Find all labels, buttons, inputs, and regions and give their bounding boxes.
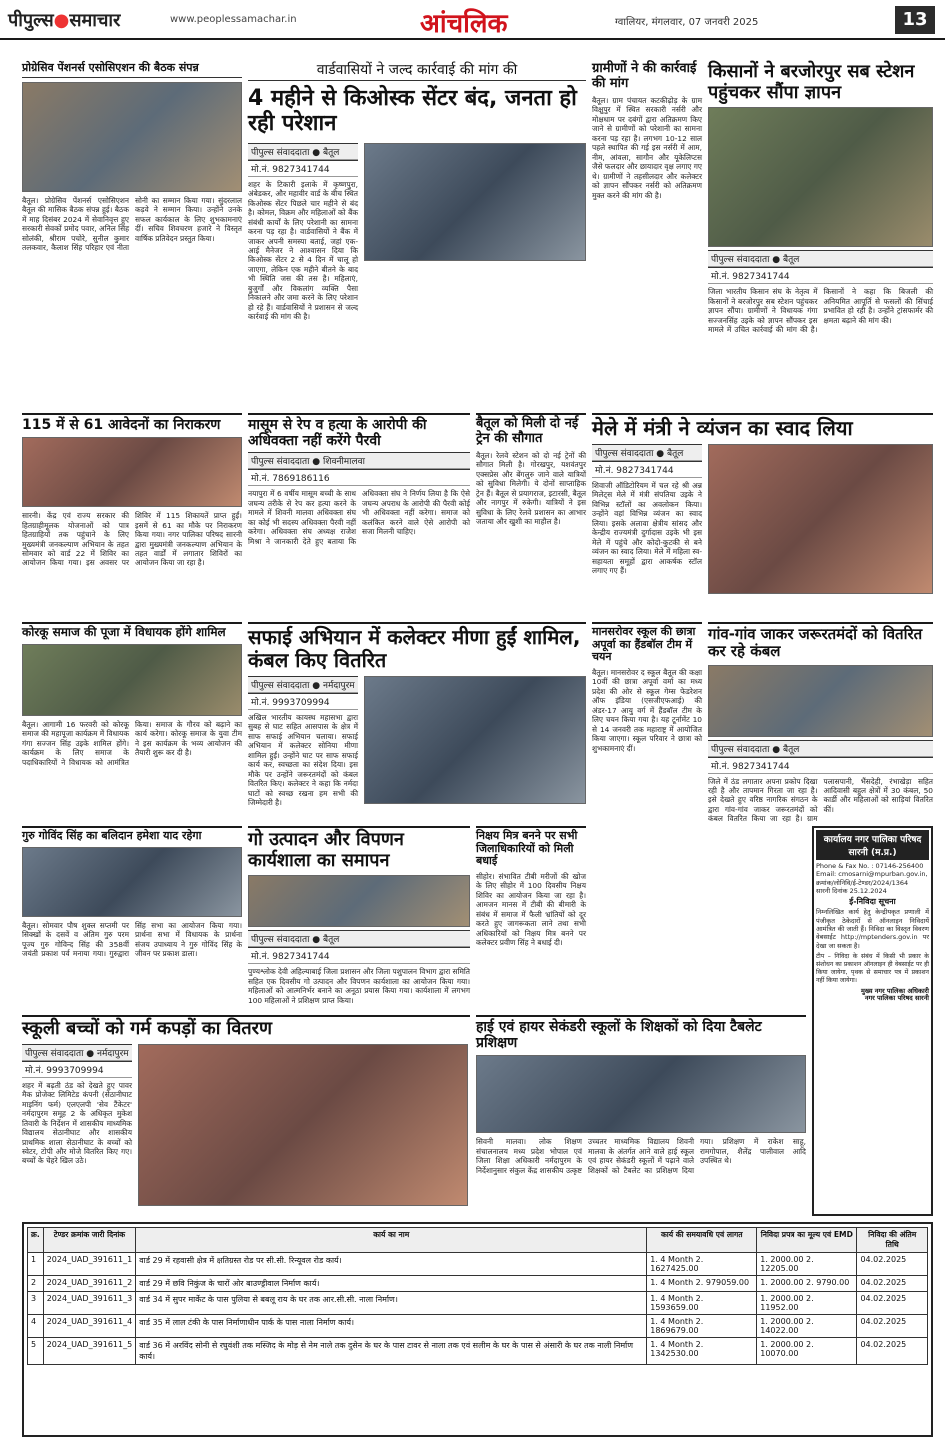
tender-table-grid [27, 1227, 928, 1365]
photo [708, 444, 933, 594]
article-body: बैतूल। सोमवार पौष शुक्ल सप्तमी पर सिक्खों के दसवें व अंतिम गुरु परम पूज्य गुरु गोविन्द सिंह की 358वीं जयंती प्रकाश पर्व मनाया गया। गुरुद्वारा सिंह सभा का आयोजन किया गया। प्रार्थना सभा में विधायक के प्रार्थना संजय उपाध्याय ने गुरु गोविंद सिंह के जीवन पर प्रकाश डाला। [22, 920, 242, 959]
article-body: शहर के टिकारी इलाके में कृष्णपुरा, अंबेडकर, और महावीर वार्ड के बीच स्थित किओस्क सेंटर पिछले चार महीने से बंद है। कोमल, विक्रम और महिलाओं को बैंक संबंधी कार्यों के लिए परेशानी का सामना करना पड़ रहा है। वार्डवासियों ने बैंक में जाकर अपनी समस्या बताई, जहां एक-आई मैनेजर ने आश्वासन दिया कि किओस्क सेंटर 2 से 4 दिन में चालू हो जाएगा, लेकिन एक महीने बीतने के बाद भी स्थिति जस की तस है। महिलाएं, बुजुर्गों और विकलांग व्यक्ति पैसा निकालने और जमा करने के लिए परेशान हो रहे हैं। वार्डवासियों ने प्रशासन से जल्द कार्रवाई की मांग की है। [248, 179, 358, 322]
byline: पीपुल्स संवाददाता ● नर्मदापुरम [22, 1044, 132, 1061]
byline: पीपुल्स संवाददाता ● बैतूल [708, 250, 933, 267]
kicker: वार्डवासियों ने जल्द कार्रवाई की मांग की [248, 62, 586, 81]
tender-cell-date: 04.02.2025 [857, 1338, 928, 1365]
photo [22, 437, 242, 507]
notice-footnote: टीप – निविदा के संबंध में किसी भी प्रकार के संशोधन का प्रकाशन ऑनलाइन ही वेबसाईट पर ही किया जायेगा, पृथक से समाचार पत्र में प्रकाशन नहीं किया जायेगा। [816, 953, 929, 984]
masthead [0, 0, 945, 40]
tender-column-header: टेण्डर क्रमांक जारी दिनांक [43, 1228, 135, 1253]
tender-row [28, 1315, 928, 1338]
headline: सफाई अभियान में कलेक्टर मीणा हुईं शामिल, कंबल किए वितरित [248, 622, 586, 672]
byline: पीपुल्स संवाददाता ● बैतूल [248, 930, 470, 947]
headline: मेले में मंत्री ने व्यंजन का स्वाद लिया [592, 413, 933, 440]
article-body: शिवाजी ऑडिटोरियम में चल रहे श्री अन्न मिलेट्स मेले में मंत्री संपतिया उइके ने विभिन्न स्टॉलों का अवलोकन किया। उन्होंने वहां विभिन्न व्यंजन का स्वाद लिया। इसके अलावा क्षेत्रीय सांसद और केन्द्रीय राज्यमंत्री दुर्गादास उइके भी इस मेले में पहुंचे और कोदो-कुटकी से बने व्यंजन का स्वाद लिया। मेले में महिला स्व-सहायता समूहों द्वारा आकर्षक स्टॉल लगाए गए हैं। [592, 481, 702, 576]
tender-table-wide [22, 1222, 933, 1437]
mobile: मो.नं. 9827341744 [248, 947, 470, 964]
tender-cell-id: 2024_UAD_391611_1 [43, 1253, 135, 1276]
signature-title: मुख्य नगर पालिका अधिकारी [861, 986, 929, 995]
photo [22, 644, 242, 716]
photo [708, 665, 933, 737]
article-body: बैतूल। प्रोग्रेसिव पेंशनर्स एसोसिएशन बैतूल की मासिक बैठक संपन्न हुई। बैठक में माह दिसंबर 2024 में सेवानिवृत्त हुए सरकारी सेवकों प्रमोद पवार, अनिल सिंह सोलंकी, श्रीराम पचोरे, सुनील कुमार तलकवार, कैलाश सिंह परिहार एवं नीता सोनी का सम्मान किया गया। सुंदरलाल कड़वे ने सम्मान किया। उन्होंने उनके सफल कार्यकाल के लिए शुभकामनाएं दीं। सचिव शिवचरण हजारे ने विस्तृत वार्षिक प्रतिवेदन प्रस्तुत किया। [22, 195, 242, 252]
headline: गांव-गांव जाकर जरूरतमंदों को वितरित कर रहे कंबल [708, 622, 933, 661]
photo [22, 82, 242, 192]
signature-office: नगर पालिका परिषद सारनी [864, 994, 929, 1003]
article-body: शहर में बढ़ती ठंड को देखते हुए पावर मैक प्रोजेक्ट लिमिटेड कंपनी (सेठानीघाट माइनिंग फर्म) एलएलपी 'सेव टैंकेटर' नर्मदापुरम समूह 2 के अधिकृत मुकेश तिवारी के निर्देशन में शासकीय माध्यमिक विद्यालय सेठानीघाट और शासकीय प्राथमिक शाला सेठानीघाट के बच्चों को स्वेटर, टोपी और मोजे वितरित किए गए। बच्चों के चेहरे खिल उठे। [22, 1080, 132, 1166]
article-barjorpur [708, 62, 933, 407]
article-mansarovar [592, 622, 702, 817]
article-body: बैतूल। ग्राम पंचायत कटकीढ़ोड़ के ग्राम विक्षुपुर में स्थित सरकारी नर्सरी और मोक्षधाम पर दबंगों द्वारा अतिक्रमण किए जाने से ग्रामीणों को परेशानी का सामना करना पड़ रहा है। लगभग 10-12 साल पहले स्थापित की गई इस नर्सरी में आम, नीम, आंवला, सागौन और यूकेलिप्टस जैसे फलदार और छायादार वृक्ष लगाए गए थे। ग्रामीणों ने तहसीलदार और कलेक्टर को ज्ञापन सौंपकर नर्सरी को अतिक्रमण मुक्त करने की मांग की है। [592, 95, 702, 200]
tender-cell-work: वार्ड 36 में अरविंद सोनी से रघुवंशी तक मस्जिद के मोड़ से नेम नाले तक दुसेन के घर के पास टावर से नाला तक एवं सलीम के घर के पास से अंसारी के घर तक नाली निर्माण कार्य। [136, 1338, 647, 1365]
article-body: पुण्यश्लोक देवी अहिल्याबाई जिला प्रशासन और जिला पशुपालन विभाग द्वारा समिति सहित एक दिवसीय गो उत्पादन और विपणन कार्यशाला का आयोजन किया गया। महिलाओं को आत्मनिर्भर बनाने का अनूठा प्रयास किया गया। कार्यशाला में लगभग 100 महिलाओं ने प्रशिक्षण प्राप्त किया। [248, 967, 470, 1005]
tender-cell-emd: 1. 2000.00 2. 10070.00 [757, 1338, 857, 1365]
page-number: 13 [895, 6, 935, 34]
tender-cell-id: 2024_UAD_391611_4 [43, 1315, 135, 1338]
section-title: आंचलिक [420, 9, 508, 39]
headline: गो उत्पादन और विपणन कार्यशाला का समापन [248, 826, 470, 871]
tender-body [28, 1253, 928, 1365]
tender-cell-date: 04.02.2025 [857, 1292, 928, 1315]
tender-cell-cost: 1. 4 Month 2. 1593659.00 [647, 1292, 757, 1315]
mobile: मो.नं. 7869186116 [248, 469, 470, 486]
headline: ग्रामीणों ने की कार्रवाई की मांग [592, 61, 697, 91]
tender-cell-cost: 1. 4 Month 2. 1342530.00 [647, 1338, 757, 1365]
headline: मासूम से रेप व हत्या के आरोपी की अधिवक्ता नहीं करेंगे पैरवी [248, 413, 470, 449]
tender-cell-cost: 1. 4 Month 2. 979059.00 [647, 1276, 757, 1292]
photo [364, 143, 586, 261]
photo [708, 107, 933, 247]
article-body: बैतूल। रेलवे स्टेशन को दो नई ट्रेनों की सौगात मिली है। गोरखपुर, यशवंतपुर एक्सप्रेस और बेंगलुरु जाने वाले यात्रियों को सुविधा मिलेगी। ये दोनों साप्ताहिक ट्रेन हैं। बैतूल से प्रयागराज, इटारसी, बैतूल और नागपुर में रुकेगी। यात्रियों ने इस सुविधा के लिए रेलवे प्रशासन का आभार जताया और खुशी का माहौल है। [476, 450, 586, 527]
article-kambal [708, 622, 933, 824]
headline: गुरु गोविंद सिंह का बलिदान हमेशा याद रहेगा [22, 826, 242, 843]
byline: पीपुल्स संवाददाता ● बैतूल [592, 444, 702, 461]
article-guru [22, 826, 242, 1006]
article-body: जिले में ठंड लगातार अपना प्रकोप दिखा रही है और तापमान गिरता जा रहा है। इसे देखते हुए वरिष्ठ नागरिक संगठन के द्वारा गांव-गांव जाकर जरूरतमंदों को कंबल वितरित किया जा रहा है। ग्राम पलासपानी, भैंसदेही, रंभाखेड़ा सहित आदिवासी बहुल क्षेत्रों में 30 कंबल, 50 कार्डी और महिलाओं को साड़ियां वितरित कीं। [708, 776, 933, 824]
article-body: अखिल भारतीय कायस्थ महासभा द्वारा सुबह से घाट सहित आसपास के क्षेत्र में साफ सफाई अभियान चलाया। सफाई अभियान में कलेक्टर सोनिया मीणा शामिल हुईं। उन्होंने घाट पर साफ सफाई कार्य कर, स्वच्छता का संदेश दिया। इस मौके पर उन्होंने जरूरतमंदों को कंबल वितरित किए। कलेक्टर ने कहा कि नर्मदा घाटों को स्वच्छ रखना हम सभी की जिम्मेदारी है। [248, 713, 358, 808]
photo [476, 1055, 806, 1133]
tender-cell-work: वार्ड 29 में छवि निकुंज के चारों ओर बाउण्ड्रीवाल निर्माण कार्य। [136, 1276, 647, 1292]
article-kiosk [248, 62, 586, 407]
notice-subtitle: ई-निविदा सूचना [849, 897, 896, 907]
article-gramino [592, 62, 702, 407]
tender-cell-sn: 2 [28, 1276, 44, 1292]
byline: पीपुल्स संवाददाता ● बैतूल [248, 143, 358, 160]
article-vyanjan [592, 413, 933, 613]
article-pensioners [22, 62, 242, 407]
headline: प्रोग्रेसिव पेंशनर्स एसोसिएशन की बैठक संपन्न [22, 62, 242, 78]
article-korku [22, 622, 242, 817]
tender-row [28, 1338, 928, 1365]
byline: पीपुल्स संवाददाता ● नर्मदापुरम [248, 676, 358, 693]
mobile: मो.नं. 9827341744 [708, 267, 933, 284]
tender-column-header: निविदा की अंतिम तिथि [857, 1228, 928, 1253]
tender-cell-sn: 4 [28, 1315, 44, 1338]
article-school-kapde [22, 1015, 470, 1215]
tender-cell-date: 04.02.2025 [857, 1276, 928, 1292]
article-safai [248, 622, 586, 817]
notice-title: कार्यालय नगर पालिका परिषद सारनी (म.प्र.) [816, 830, 929, 860]
tender-cell-work: वार्ड 35 में लाल टंकी के पास निर्माणाधीन पार्क के पास नाला निर्माण कार्य। [136, 1315, 647, 1338]
article-train [476, 413, 586, 613]
notice-contact: Phone & Fax No. : 07146-256400 Email: cmosarni@mpurban.gov.in, [816, 862, 928, 879]
tender-notice [812, 826, 933, 1216]
mobile: मो.नं. 9827341744 [592, 461, 702, 478]
dateline: ग्वालियर, मंगलवार, 07 जनवरी 2025 [615, 17, 759, 28]
tender-cell-sn: 5 [28, 1338, 44, 1365]
article-masoom [248, 413, 470, 613]
headline: 115 में से 61 आवेदनों का निराकरण [22, 413, 242, 433]
article-go-utpadan [248, 826, 470, 1006]
mobile: मो.नं. 9827341744 [708, 757, 933, 774]
photo [248, 875, 470, 927]
photo [138, 1044, 468, 1206]
newspaper-logo: पीपुल्स●समाचार [8, 10, 121, 31]
mobile: मो.नं. 9827341744 [248, 160, 358, 177]
byline: पीपुल्स संवाददाता ● बैतूल [708, 740, 933, 757]
headline: बैतूल को मिली दो नई ट्रेन की सौगात [476, 413, 586, 447]
headline: स्कूली बच्चों को गर्म कपड़ों का वितरण [22, 1015, 470, 1040]
article-body: बैतूल। आगामी 16 फरवरी को कोरकू समाज की महापूजा कार्यक्रम में विधायक गंगा सज्जन सिंह उइके शामिल होंगे। कार्यक्रम के लिए समाज के पदाधिकारियों ने विधायक को आमंत्रित किया। समाज के गौरव को बढ़ाने का कार्य करेगा। कोरकू समाज के युवा टीम ने इस कार्यक्रम के भव्य आयोजन की तैयारी शुरू कर दी है। [22, 719, 242, 767]
tender-row [28, 1253, 928, 1276]
tender-column-header: कार्य का नाम [136, 1228, 647, 1253]
tender-row [28, 1292, 928, 1315]
tender-cell-id: 2024_UAD_391611_2 [43, 1276, 135, 1292]
tender-cell-work: वार्ड 29 में रहवासी क्षेत्र में क्षतिग्रस्त रोड पर सी.सी. रिन्यूवल रोड कार्य। [136, 1253, 647, 1276]
tender-cell-sn: 1 [28, 1253, 44, 1276]
notice-intro: निम्नलिखित कार्य हेतु केन्द्रीयकृत प्रणाली में पंजीकृत ठेकेदारों से ऑनलाइन निविदायें आमंत्रित की जाती हैं। निविदा का विस्तृत विवरण वेबसाईट http://mptenders.gov.in पर देखा जा सकता है। [816, 908, 929, 950]
tender-column-header: कार्य की समयावधि एवं लागत [647, 1228, 757, 1253]
headline: किसानों ने बरजोरपुर सब स्टेशन पहुंचकर सौंपा ज्ञापन [708, 61, 915, 103]
headline: निक्षय मित्र बनने पर सभी जिलाधिकारियों को मिली बधाई [476, 826, 586, 868]
tender-cell-work: वार्ड 34 में सुपर मार्केट के पास पुलिया से बबलू राय के घर तक आर.सी.सी. नाला निर्माण। [136, 1292, 647, 1315]
tender-cell-emd: 1. 2000.00 2. 12205.00 [757, 1253, 857, 1276]
mobile: मो.नं. 9993709994 [248, 693, 358, 710]
headline: कोरकू समाज की पूजा में विधायक होंगे शामिल [22, 622, 242, 640]
tender-cell-date: 04.02.2025 [857, 1315, 928, 1338]
article-body: जिला भारतीय किसान संघ के नेतृत्व में किसानों ने बरजोरपुर सब स्टेशन पहुंचकर ज्ञापन सौंपा। ग्रामीणों ने विधायक गंगा सज्जनसिंह उइके को ज्ञापन सौंपकर इस मामले में उचित कार्रवाई की मांग की है। किसानों ने कहा कि बिजली की अनियमित आपूर्ति से फसलों की सिंचाई प्रभावित हो रही है। उन्होंने ट्रांसफार्मर की क्षमता बढ़ाने की मांग की। [708, 287, 933, 335]
tender-cell-emd: 1. 2000.00 2. 11952.00 [757, 1292, 857, 1315]
tender-cell-date: 04.02.2025 [857, 1253, 928, 1276]
article-nikshay [476, 826, 586, 1006]
photo [364, 676, 586, 804]
tender-cell-cost: 1. 4 Month 2. 1869679.00 [647, 1315, 757, 1338]
tender-cell-id: 2024_UAD_391611_5 [43, 1338, 135, 1365]
tender-header-row [28, 1228, 928, 1253]
headline: 4 महीने से किओस्क सेंटर बंद, जनता हो रही परेशान [248, 86, 577, 137]
website-link[interactable]: www.peoplessamachar.in [170, 14, 297, 25]
article-body: सीहोर। संभावित टीबी मरीजों की खोज के लिए सीहोर में 100 दिवसीय निक्षय शिविर का आयोजन किया जा रहा है। आमजन मानस में टीबी की बीमारी के संबंध में समाज में फैली भ्रांतियों को दूर करते हुए जागरूकता लाने तथा सभी अधिकारियों को निक्षय मित्र बनने पर कलेक्टर प्रवीण सिंह ने बधाई दी। [476, 871, 586, 948]
tender-cell-emd: 1. 2000.00 2. 14022.00 [757, 1315, 857, 1338]
article-body: सारनी। केंद्र एवं राज्य सरकार की हितग्राहीमूलक योजनाओं को पात्र हितग्राहियों तक पहुंचाने के लिए मुख्यमंत्री जनकल्याण अभियान के तहत सोमवार को वार्ड 22 में शिविर का आयोजन किया गया। इस अवसर पर शिविर में 115 शिकायतें प्राप्त हुईं। इसमें से 61 का मौके पर निराकरण किया गया। नगर पालिका परिषद सारनी द्वारा मुख्यमंत्री जनकल्याण अभियान के तहत वार्डों में लगातार शिविरों का आयोजन किया जा रहा है। [22, 511, 242, 568]
tender-column-header: निविदा प्रपत्र का मूल्य एवं EMD [757, 1228, 857, 1253]
tender-cell-cost: 1. 4 Month 2. 1627425.00 [647, 1253, 757, 1276]
tender-cell-sn: 3 [28, 1292, 44, 1315]
tender-column-header: क्र. [28, 1228, 44, 1253]
tender-cell-emd: 1. 2000.00 2. 9790.00 [757, 1276, 857, 1292]
photo [22, 847, 242, 917]
tender-row [28, 1276, 928, 1292]
article-avedan [22, 413, 242, 613]
byline: पीपुल्स संवाददाता ● शिवनीमालवा [248, 452, 470, 469]
article-body: सिवनी मालवा। लोक शिक्षण संचालनालय मध्य प्रदेश भोपाल एवं जिला शिक्षा अधिकारी नर्मदापुरम के निर्देशानुसार संकुल केंद्र शासकीय उत्कृष्ट उच्चतर माध्यमिक विद्यालय शिवनी मालवा के अंतर्गत आने वाले हाई स्कूल एवं हायर सेकंडरी स्कूलों में पढ़ाने वाले शिक्षकों को टैबलेट का प्रशिक्षण दिया गया। प्रशिक्षण में राकेश साहू, रामगोपाल, शैलेंद्र पालीवाल आदि उपस्थित थे। [476, 1137, 806, 1175]
notice-signature [816, 988, 929, 1003]
tender-cell-id: 2024_UAD_391611_3 [43, 1292, 135, 1315]
headline: हाई एवं हायर सेकंडरी स्कूलों के शिक्षकों को दिया टैबलेट प्रशिक्षण [476, 1015, 806, 1051]
notice-date: सारनी दिनांक 25.12.2024 [816, 886, 887, 895]
article-body: नयापुरा में 6 वर्षीय मासूम बच्ची के साथ जघन्य तरीके से रेप कर हत्या करने के मामले में शिवनी मालवा अधिवक्ता संघ का कोई भी सदस्य अधिवक्ता पैरवी नहीं करेगा। अधिवक्ता संघ अध्यक्ष राजेश मिश्रा ने जानकारी देते हुए बताया कि अधिवक्ता संघ ने निर्णय लिया है कि ऐसे जघन्य अपराध के आरोपी की पैरवी कोई भी अधिवक्ता नहीं करेगा। समाज को कलंकित करने वाले ऐसे आरोपी को सजा मिलनी चाहिए। [248, 489, 470, 546]
headline: मानसरोवर स्कूल की छात्रा अपूर्वा का हैंडबॉल टीम में चयन [592, 622, 702, 664]
notice-ref: क्रमांक/लोनिवि/ई-टेण्डर/2024/1364 [816, 878, 909, 887]
article-tablet [476, 1015, 806, 1215]
mobile: मो.नं. 9993709994 [22, 1061, 132, 1078]
article-body: बैतूल। मानसरोवर द स्कूल बैतूल की कक्षा 10वीं की छात्रा अपूर्वा वर्मा का मध्य प्रदेश की ओर से स्कूल गेम्स फेडरेशन ऑफ इंडिया (एसजीएफआई) की अंडर-17 आयु वर्ग में हैंडबॉल टीम के लिए चयन किया गया है। यह टूर्नामेंट 10 से 14 जनवरी तक महाराष्ट्र में आयोजित किया जाएगा। स्कूल परिवार ने छात्रा को शुभकामनाएं दीं। [592, 667, 702, 753]
